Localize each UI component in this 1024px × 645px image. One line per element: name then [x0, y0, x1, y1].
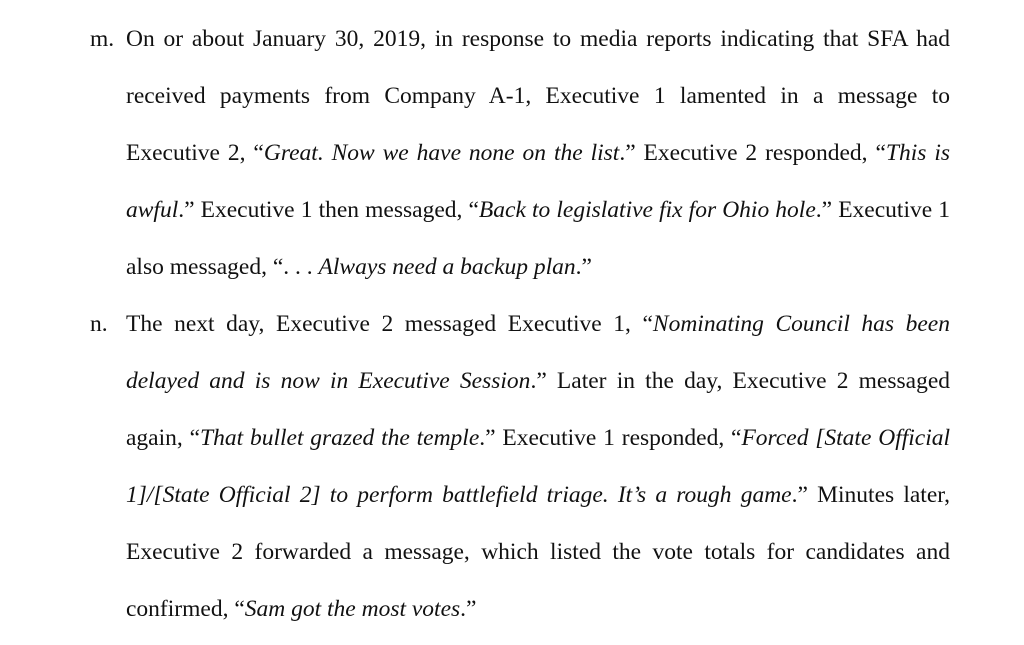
text-segment: .” Executive 1 also messaged, “. . .	[126, 197, 951, 280]
text-segment: .” Minutes later, Executive 2 forwarded a message, which listed the vote totals for candidates and confirmed, “	[126, 482, 951, 622]
paragraph-body	[126, 296, 950, 638]
quoted-message: Forced [State Official 1]/[State Official 2] to perform battlefield triage. It’s a rough game	[126, 425, 951, 508]
paragraph-n	[90, 296, 950, 638]
text-segment: The next day, Executive 2 messaged Executive 1, “	[126, 311, 653, 337]
text-segment: On or about January 30, 2019, in response to media reports indicating that SFA had received payments from Company A-1, Executive 1 lamented in a message to Executive 2, “	[126, 26, 950, 166]
text-segment: .” Executive 2 responded, “	[619, 140, 886, 166]
quoted-message: This is awful	[126, 140, 951, 223]
text-segment: .” Later in the day, Executive 2 messaged again, “	[126, 368, 951, 451]
text-segment: .”	[575, 254, 592, 280]
quoted-message: Back to legislative fix for Ohio hole	[478, 197, 816, 223]
paragraph-marker: n.	[90, 311, 108, 337]
quoted-message: Nominating Council has been delayed and is now in Executive Session	[126, 311, 950, 394]
quoted-message: Always need a backup plan	[318, 254, 576, 280]
paragraph-marker: m.	[90, 26, 115, 52]
quoted-message: Great. Now we have none on the list	[263, 140, 620, 166]
text-segment: .” Executive 1 responded, “	[479, 425, 742, 451]
text-segment: .” Executive 1 then messaged, “	[178, 197, 479, 223]
text-segment: .”	[460, 596, 477, 622]
paragraph-m	[90, 11, 950, 296]
paragraph-body	[126, 11, 950, 296]
quoted-message: Sam got the most votes	[244, 596, 461, 622]
quoted-message: That bullet grazed the temple	[200, 425, 480, 451]
